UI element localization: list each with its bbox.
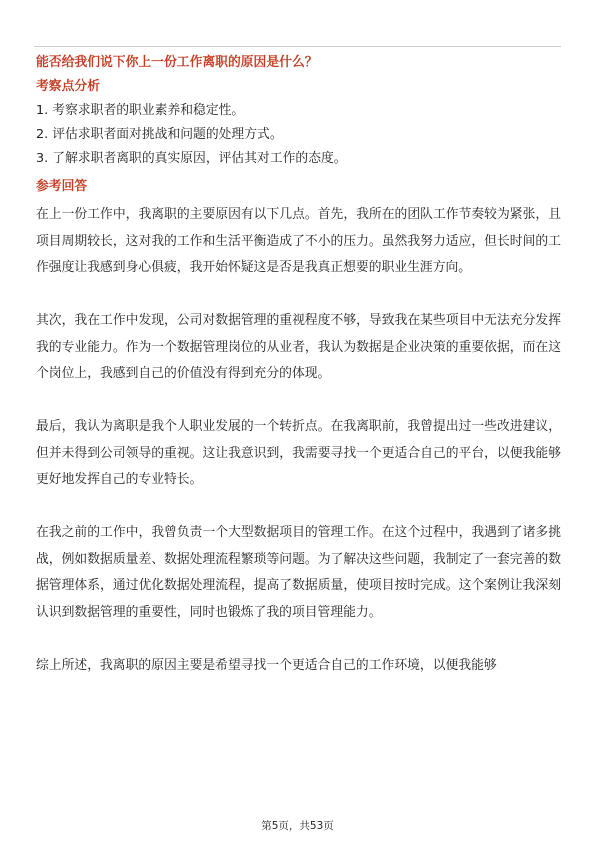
answer-paragraph: 在上一份工作中，我离职的主要原因有以下几点。首先，我所在的团队工作节奏较为紧张，且项目周期较长，这对我的工作和生活平衡造成了不小的压力。虽然我努力适应，但长时间的工作强度让我感到身心俱疲，我开始怀疑这是否是我真正想要的职业生涯方向。 xyxy=(36,207,561,275)
answer-heading: 参考回答 xyxy=(36,179,88,194)
header-rule xyxy=(34,46,561,47)
analysis-point: 3. 了解求职者离职的真实原因，评估其对工作的态度。 xyxy=(36,151,347,166)
analysis-point: 2. 评估求职者面对挑战和问题的处理方式。 xyxy=(36,127,283,142)
answer-paragraph: 最后，我认为离职是我个人职业发展的一个转折点。在我离职前，我曾提出过一些改进建议，但并未得到公司领导的重视。这让我意识到，我需要寻找一个更适合自己的平台，以便我能够更好地发挥自己的专业特长。 xyxy=(36,419,561,487)
answer-paragraph: 在我之前的工作中，我曾负责一个大型数据项目的管理工作。在这个过程中，我遇到了诸多挑战，例如数据质量差、数据处理流程繁琐等问题。为了解决这些问题，我制定了一套完善的数据管理体系，通过优化数据处理流程，提高了数据质量，使项目按时完成。这个案例让我深刻认识到数据管理的重要性，同时也锻炼了我的项目管理能力。 xyxy=(36,525,561,620)
analysis-heading: 考察点分析 xyxy=(36,79,100,94)
question-title: 能否给我们说下你上一份工作离职的原因是什么？ xyxy=(36,55,318,70)
analysis-point: 1. 考察求职者的职业素养和稳定性。 xyxy=(36,103,245,118)
answer-paragraphs xyxy=(36,202,561,679)
analysis-points xyxy=(36,102,561,168)
answer-paragraph: 其次，我在工作中发现，公司对数据管理的重视程度不够，导致我在某些项目中无法充分发挥我的专业能力。作为一个数据管理岗位的从业者，我认为数据是企业决策的重要依据，而在这个岗位上，我感到自己的价值没有得到充分的体现。 xyxy=(36,313,561,381)
answer-paragraph: 综上所述，我离职的原因主要是希望寻找一个更适合自己的工作环境，以便我能够 xyxy=(36,657,497,673)
document-body xyxy=(36,54,561,679)
page-number: 第5页，共53页 xyxy=(261,820,334,832)
